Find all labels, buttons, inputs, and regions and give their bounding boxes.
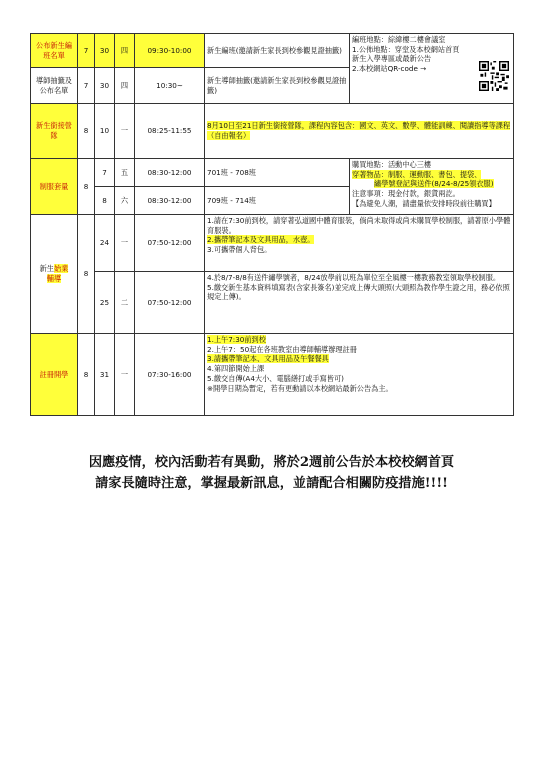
day: 30	[95, 68, 115, 104]
note-line	[207, 335, 511, 345]
class-range: 701班 - 708班	[205, 159, 350, 187]
table-row	[31, 272, 514, 334]
event-label: 公布新生編班名單	[31, 34, 78, 68]
event-label: 導師抽籤及公布名單	[31, 68, 78, 104]
event-description	[205, 272, 514, 334]
highlight-text: 1.上午7:30前到校	[207, 335, 266, 344]
event-label: 制服套量	[31, 159, 78, 215]
event-label: 新生始業 輔導	[31, 215, 78, 334]
highlight-text: 穿著物品：制服、運動服、書包、提袋、	[352, 169, 482, 179]
event-description: 新生導師抽籤(邀請新生家長到校參觀見證抽籤)	[205, 68, 350, 104]
class-range: 709班 - 714班	[205, 187, 350, 215]
note-line: 5.繳交新生基本資料填寫表(含家長簽名)並完成上傳大頭照(大頭照為教作學生證之用，務必依照規定上傳)。	[207, 282, 510, 302]
day: 31	[95, 334, 115, 416]
qr-code-icon	[479, 61, 509, 91]
table-row	[31, 159, 514, 187]
note-line: 購買地點：活動中心三樓	[352, 160, 432, 169]
weekday: 六	[115, 187, 135, 215]
note-line	[207, 235, 511, 245]
note-line: 【為避免人潮，請盡量依安排時段前往購買】	[352, 198, 496, 208]
note-line: ※開學日期為暫定，若有更動請以本校網站最新公告為主。	[207, 383, 393, 393]
note-line: 4.於8/7-8/8有送件繡學號者，8/24放學前以班為單位至全風樓一樓教務教室領取學校制服。	[207, 273, 501, 282]
highlight-text: 8月10日至21日新生銜接營隊，課程內容包含：國文、英文、數學、體能訓練、閱讀指導等課程（自由報名）	[207, 121, 511, 140]
note-line: 4.第四節開始上課	[207, 364, 265, 374]
note-line: 1.請在7:30前到校，請穿著弘道國中體育服裝，倘尚未取得或尚未購買學校制服，請著原小學體育服裝。	[207, 216, 511, 235]
month: 7	[78, 34, 95, 68]
note-line: 5.繳交自傳(A4大小、電腦繕打或手寫皆可)	[207, 373, 344, 383]
table-row	[31, 334, 514, 416]
day: 24	[95, 215, 115, 272]
time: 08:30-12:00	[135, 159, 205, 187]
weekday: 四	[115, 68, 135, 104]
bianban-notes	[350, 34, 514, 104]
time: 10:30~	[135, 68, 205, 104]
day: 8	[95, 187, 115, 215]
note-line: 編班地點：綜緯樓二樓會議室	[352, 35, 446, 44]
weekday: 五	[115, 159, 135, 187]
note-line	[207, 354, 511, 364]
day: 10	[95, 104, 115, 159]
schedule-table	[30, 33, 514, 416]
weekday: 一	[115, 334, 135, 416]
weekday: 二	[115, 272, 135, 334]
event-label: 註冊開學	[31, 334, 78, 416]
note-line: 新生入學專區或最新公告	[352, 54, 432, 64]
footer-notice-line-1: 因應疫情，校內活動若有異動，將於2週前公告於本校校網首頁	[88, 455, 455, 470]
highlight-text: 繡學號登記與送件(8/24-8/25領衣服)	[374, 179, 494, 189]
weekday: 一	[115, 104, 135, 159]
note-line: 2.本校網站QR-code →	[352, 64, 427, 74]
event-description	[205, 334, 514, 416]
note-line: 1.公佈地點：穿堂及本校網站首頁	[352, 44, 460, 54]
note-line: 2.上午7：50起在各班教室由導師輔導辦理註冊	[207, 344, 357, 354]
event-description: 新生編班(邀請新生家長到校參觀見證抽籤)	[205, 34, 350, 68]
uniform-notes	[350, 159, 514, 215]
highlight-text: 3.請攜帶筆記本、文具用品及午餐餐具	[207, 354, 329, 364]
time: 07:30-16:00	[135, 334, 205, 416]
event-description	[205, 104, 514, 159]
month: 7	[78, 68, 95, 104]
table-row	[31, 34, 514, 68]
footer-notice-line-2: 請家長隨時注意，掌握最新訊息，並請配合相關防疫措施!!!!	[95, 476, 448, 491]
day: 30	[95, 34, 115, 68]
note-line	[352, 170, 511, 180]
weekday: 一	[115, 215, 135, 272]
month: 8	[78, 334, 95, 416]
month: 8	[78, 159, 95, 215]
time: 09:30-10:00	[135, 34, 205, 68]
table-row	[31, 215, 514, 272]
time: 07:50-12:00	[135, 272, 205, 334]
time: 07:50-12:00	[135, 215, 205, 272]
day: 7	[95, 159, 115, 187]
event-description	[205, 215, 514, 272]
time: 08:30-12:00	[135, 187, 205, 215]
month: 8	[78, 104, 95, 159]
month: 8	[78, 215, 95, 334]
note-line: 注意事項：現金付款，銀貨兩訖。	[352, 189, 460, 199]
event-label: 新生銜接營隊	[31, 104, 78, 159]
table-row	[31, 104, 514, 159]
day: 25	[95, 272, 115, 334]
highlight-text: 2.攜帶筆記本及文具用品，水壺。	[207, 235, 315, 245]
note-line: 3.可攜帶個人背包。	[207, 245, 272, 255]
note-line	[352, 179, 511, 189]
weekday: 四	[115, 34, 135, 68]
time: 08:25-11:55	[135, 104, 205, 159]
